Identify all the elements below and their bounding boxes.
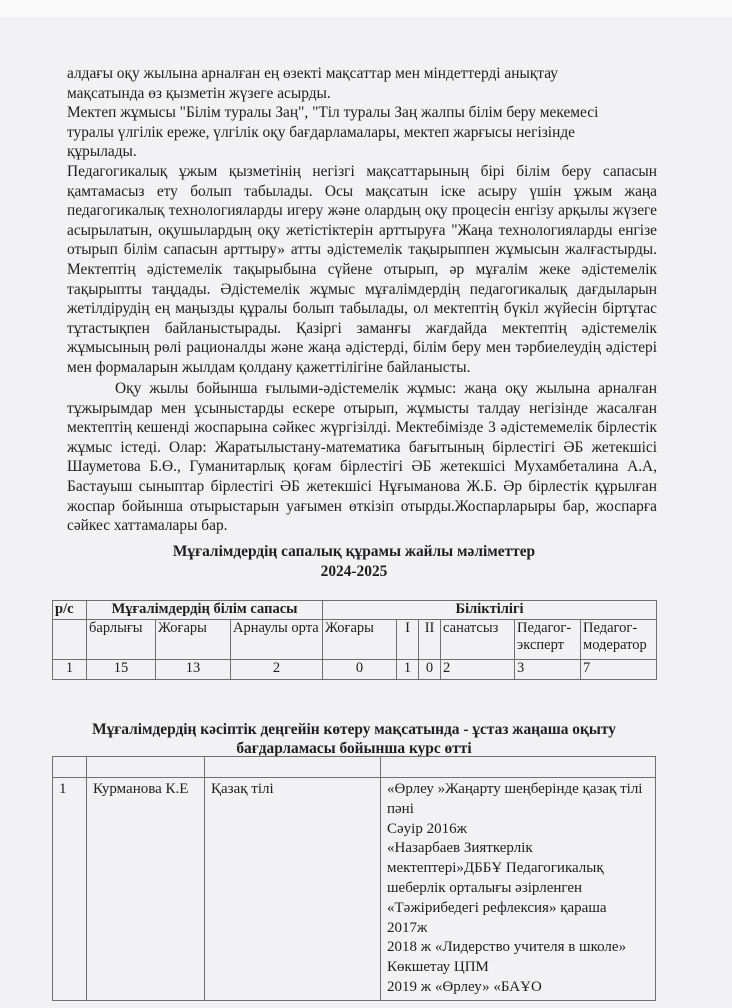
- header-num: р/с: [53, 601, 87, 620]
- subheader-second-category: II: [419, 620, 441, 660]
- cell-higher-ed: 13: [156, 660, 231, 680]
- header-cell: [381, 757, 656, 778]
- cell-teacher-name: Курманова К.Е: [87, 778, 205, 1001]
- teacher-courses-table: [52, 756, 656, 1001]
- subheader-special-secondary: Арнаулы орта: [231, 620, 323, 660]
- text-line: Мектеп жұмысы "Білім туралы Заң", "Тіл туралы Заң жалпы білім беру мекемесі: [67, 104, 599, 121]
- header-cell: [205, 757, 381, 778]
- header-qualification: Біліктілігі: [323, 601, 657, 620]
- subheader-higher-ed: Жоғары: [156, 620, 231, 660]
- cell-courses: [381, 778, 656, 1001]
- paragraph-goals: [67, 64, 657, 103]
- text-line: мақсатында өз қызметін жүзеге асырды.: [67, 84, 331, 102]
- scan-top-edge: [0, 0, 732, 18]
- paragraph-pedagogical-team: [67, 162, 657, 378]
- table1-year: 2024-2025: [320, 563, 388, 580]
- header-cell: [87, 757, 205, 778]
- subheader-higher-category: Жоғары: [323, 620, 397, 660]
- course-entry: «Назарбаев Зияткерлік мектептері»ДББҰ Педагогикалық шеберлік орталығы әзірленген «Тәжірибедегі рефлексия» қараша 2017ж: [387, 840, 607, 936]
- course-entry: 2019 ж «Өрлеу» «БАҰО: [387, 978, 542, 995]
- header-cell: [53, 757, 87, 778]
- table-subheader-row: [53, 620, 657, 660]
- cell-pedagog-moderator: 7: [581, 660, 657, 680]
- text-line: туралы үлгілік ереже, үлгілік оқу бағдарламалары, мектеп жарғысы негізінде: [67, 123, 575, 141]
- subheader-empty: [53, 620, 87, 660]
- teacher-quality-table: [52, 600, 657, 680]
- subheader-no-category: санатсыз: [441, 620, 515, 660]
- cell-higher-category: 0: [323, 660, 397, 680]
- cell-num: 1: [53, 660, 87, 680]
- subheader-total: барлығы: [87, 620, 156, 660]
- text-line: алдағы оқу жылына арналған ең өзекті мақсаттар мен міндеттерді анықтау: [67, 65, 558, 82]
- cell-first-category: 1: [397, 660, 419, 680]
- table-row: [53, 778, 656, 1001]
- subheader-first-category: I: [397, 620, 419, 660]
- paragraph-methodical-work: [67, 379, 657, 536]
- subheader-pedagog-expert: Педагог-эксперт: [515, 620, 581, 660]
- cell-pedagog-expert: 3: [515, 660, 581, 680]
- cell-no-category: 2: [441, 660, 515, 680]
- cell-subject: Қазақ тілі: [205, 778, 381, 1001]
- cell-second-category: 0: [419, 660, 441, 680]
- table2-title-line2: бағдарламасы бойынша курс өтті: [236, 740, 472, 757]
- text-line: құрылады.: [67, 143, 137, 161]
- table-header-row: [53, 757, 656, 778]
- paragraph-text: Оқу жылы бойынша ғылыми-әдістемелік жұмыс: жаңа оқу жылына арналған тұжырымдар мен ұсыныстарды ескере отырып, жұмысты талдау негізінде жасалған мектептің кешенді жоспарына сәйкес жүргізілді. Мектебімізде 3 әдістемемелік бірлестік жұмыс істеді. Олар: Жаратылыстану-математика бағытының бірлестігі ӘБ жетекшісі Шауметова Б.Ө., Гуманитарлық қоғам бірлестігі ӘБ жетекшісі Мухамбеталина А.А, Бастауыш сыныптар бірлестігі ӘБ жетекшісі Нұғыманова Ж.Б. Әр бірлестік құрылған жоспар бойынша отырыстарын уағымен өткізіп отырды.Жоспарларыры бар, жоспарға сәйкес хаттамалары бар.: [67, 380, 657, 535]
- course-entry: 2018 ж «Лидерство учителя в школе» Көкшетау ЦПМ: [387, 939, 627, 976]
- cell-special-secondary: 2: [231, 660, 323, 680]
- course-entry: «Өрлеу »Жаңарту шеңберінде қазақ тілі пәні: [387, 781, 643, 817]
- paragraph-legal-basis: [67, 103, 657, 162]
- table-row: [53, 660, 657, 680]
- course-entry: Сәуір 2016ж: [387, 820, 467, 837]
- table2-title-line1: Мұғалімдердің кәсіптік деңгейін көтеру мақсатында - ұстаз жаңаша оқыту: [92, 721, 616, 738]
- table-header-row: [53, 601, 657, 620]
- header-education-quality: Мұғалімдердің білім сапасы: [87, 601, 323, 620]
- cell-num: 1: [53, 778, 87, 1001]
- table1-title: Мұғалімдердің сапалық құрамы жайлы мәліметтер: [172, 543, 536, 560]
- subheader-pedagog-moderator: Педагог-модератор: [581, 620, 657, 660]
- cell-total: 15: [87, 660, 156, 680]
- paragraph-text: Педагогикалық ұжым қызметінің негізгі мақсаттарының бірі білім беру сапасын қамтамасыз ету болып табылады. Осы мақсатын іске асыру үшін ұжым жаңа педагогикалық технологияларды игеру және олардың оқу процесін енгізу арқылы жүзеге асырылатын, оқушылардың оқу жетістіктерін арттыруға "Жаңа технологияларды енгізе отырып білім сапасын арттыру» атты әдістемелік тақырыппен жұмысын жалғастырды. Мектептің әдістемелік тақырыбына сүйене отырып, әр мұғалім жеке әдістемелік тақырыпты таңдады. Әдістемелік жұмыс мұғалімдердің педагогикалық дағдыларын жетілдірудің ең маңызды құралы болып табылады, ол мектептің бүкіл жүйесін біртұтас тұтастықпен байланыстырады. Қазіргі заманғы жағдайда мектептің әдістемелік жұмысының рөлі рационалды және жаңа әдістерді, білім беру мен тәрбиелеудің әдістері мен формаларын жылдам қолдану қажеттілігіне байланысты.: [67, 163, 657, 376]
